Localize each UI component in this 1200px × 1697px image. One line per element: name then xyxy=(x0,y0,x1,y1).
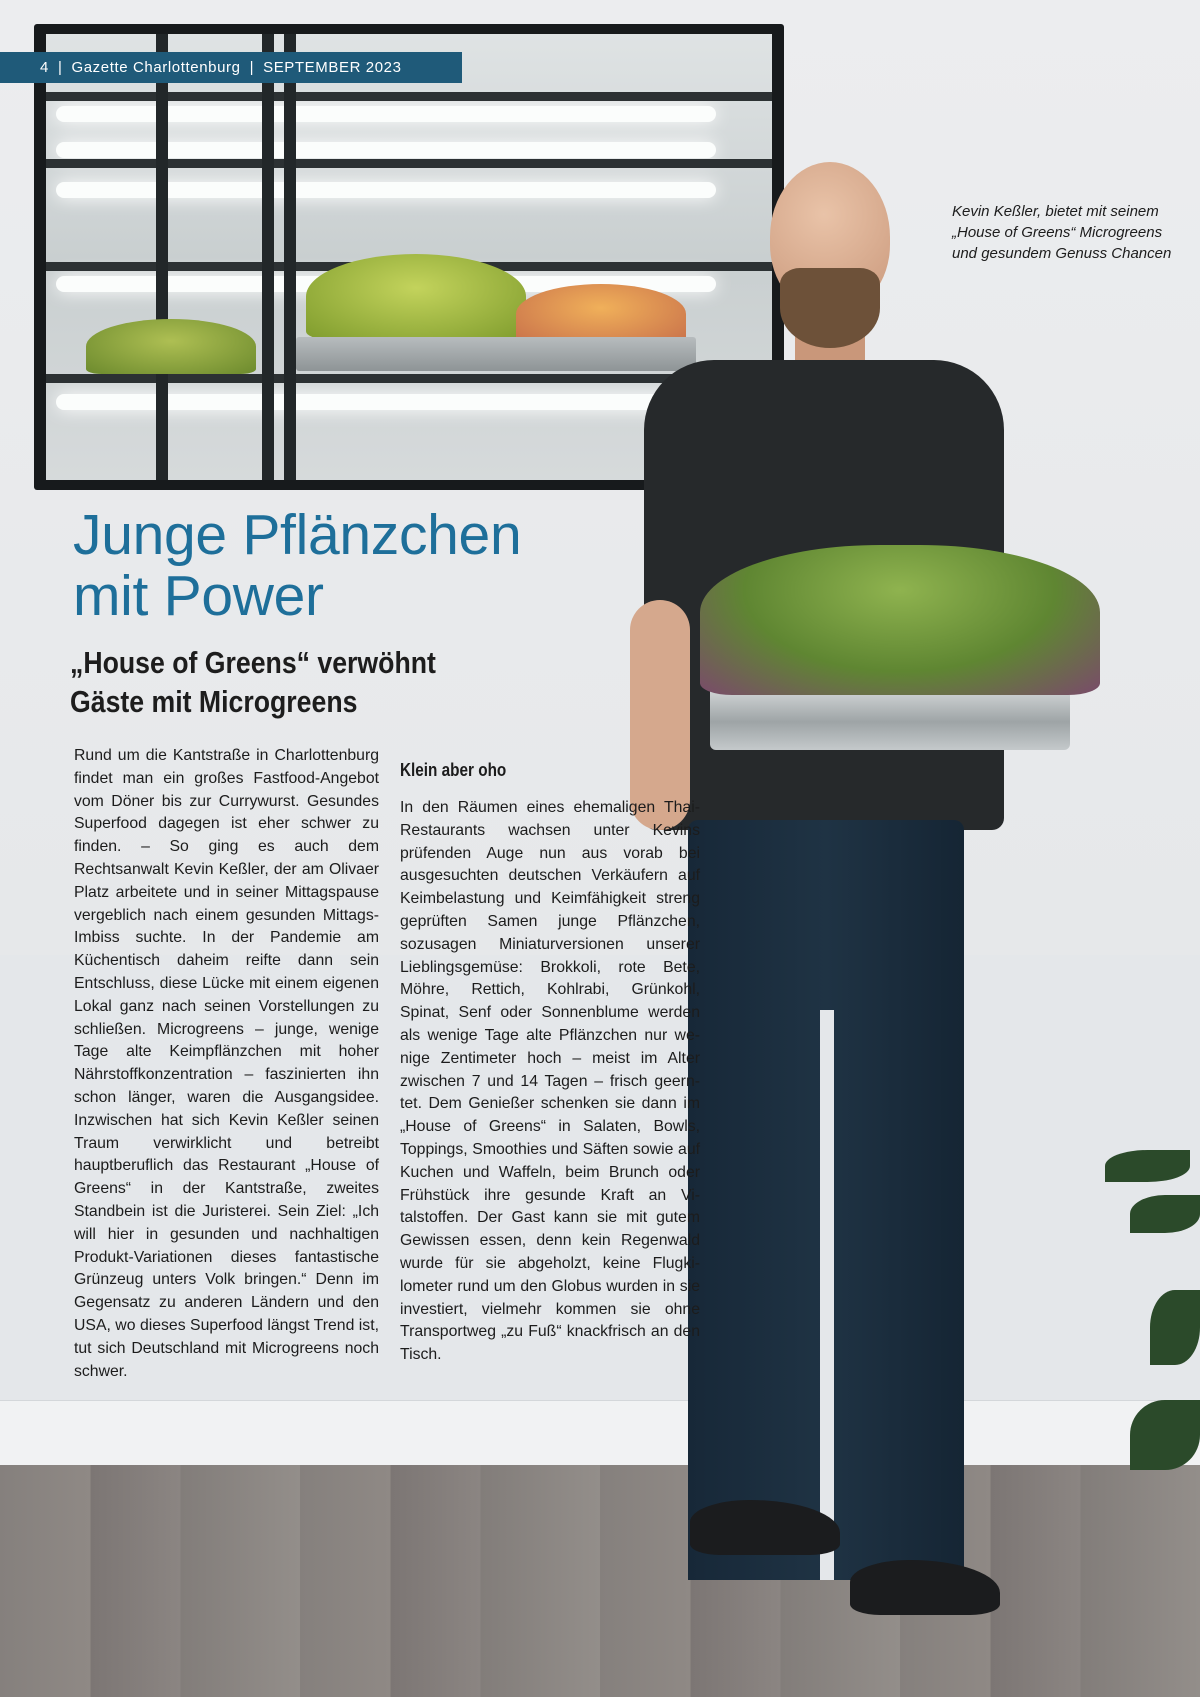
rack-post xyxy=(284,34,296,480)
header-separator: | xyxy=(57,59,63,76)
photo-caption: Kevin Keßler, bietet mit seinem „House of Greens“ Microgreens und gesundem Genuss Chancen xyxy=(952,203,1172,262)
article-column-1: Rund um die Kantstraße in Charlottenburg findet man ein großes Fastfood-Angebot vom Döner bis zur Currywurst. Gesundes Superfood dagegen ist eher schwer zu finden. – So ging es auch dem Rechtsanwalt Kevin Keßler, der am Olivaer Platz arbeitete und in seiner Mittagspause vergeblich nach einem gesunden Mittags-Imbiss suchte. In der Pandemie am Küchentisch daheim reifte dann sein Entschluss, diese Lücke mit einem eigenen Lokal ganz nach seinen Vorstellungen zu schließen. Microgreens – junge, wenige Tage alte Keimpflänzchen mit hoher Nährstoffkonzentration – faszinierten ihn schon länger, waren die Ausgangsidee. Inzwischen hat sich Kevin Keßler seinen Traum verwirklicht und betreibt hauptberuflich das Restaurant „House of Greens“ in der Kantstraße, zweites Standbein ist die Juristerei. Sein Ziel: „Ich will hier in gesunden und nachhaltigen Produkt-Variationen dieses fantastische Grünzeug unters Volk bringen.“ Denn im Gegensatz zu anderen Ländern und den USA, wo dieses Superfood längst Trend ist, tut sich Deutschland mit Microgreens noch schwer. xyxy=(74,747,379,1380)
person-arm xyxy=(630,600,690,830)
publication-name: Gazette Charlottenburg xyxy=(71,59,241,76)
radish-microgreens xyxy=(700,545,1100,695)
issue-date: SEPTEMBER 2023 xyxy=(263,59,402,76)
sunflower-microgreens xyxy=(306,254,526,339)
grow-lamp xyxy=(56,142,716,158)
grow-lamp xyxy=(56,182,716,198)
header-separator: | xyxy=(249,59,255,76)
person-beard xyxy=(780,268,880,348)
plant-leaf xyxy=(1130,1400,1200,1470)
person-leg-gap xyxy=(820,1010,834,1580)
article-headline xyxy=(73,505,521,627)
page-header-bar xyxy=(0,52,462,83)
rack-post xyxy=(156,34,168,480)
plant-leaf xyxy=(1130,1195,1200,1233)
page-number: 4 xyxy=(40,59,49,76)
person-shoe-right xyxy=(850,1560,1000,1615)
grow-lamp xyxy=(56,394,716,410)
plant-leaf xyxy=(1150,1290,1200,1365)
section-heading: Klein aber oho xyxy=(400,760,507,780)
rack-post xyxy=(262,34,274,480)
rack-shelf xyxy=(46,92,772,101)
headline-line-2: mit Power xyxy=(73,564,324,628)
article-subhead: „House of Greens“ verwöhnt Gäste mit Microgreens xyxy=(70,645,436,719)
plant-leaf xyxy=(1105,1150,1190,1182)
headline-line-1: Junge Pflänzchen xyxy=(73,503,522,567)
pea-microgreens xyxy=(86,319,256,374)
article-column-2: In den Räumen eines ehemaligen Thai-Restaurants wachsen unter Kevins prüfenden Auge nun aus vorab bei ausgesuchten deutschen Verkäufern auf Keimbelastung und Keimfähigkeit streng geprüften Samen junge Pflänzchen, sozusagen Miniaturversionen unserer Lieblingsgemüse: Brokkoli, rote Bete, Möhre, Rettich, Kohlrabi, Grünkohl, Spinat, Senf oder Sonnenblume werden als wenige Tage alte Pflänzchen nur wenige Zentimeter hoch – meist im Alter zwischen 7 und 14 Tagen – frisch geerntet. Dem Genießer schenken sie dann im „House of Greens“ in Salaten, Bowls, Toppings, Smoothies und Säften sowie auf Kuchen und Waffeln, beim Brunch oder Frühstück ihre gesunde Kraft an Vitalstoffen. Der Gast kann sie mit gutem Gewissen essen, denn kein Regenwald wurde für sie abgeholzt, keine Flugkilometer rund um den Globus wurden in sie investiert, vielmehr kommen sie ohne Transportweg „zu Fuß“ knackfrisch an den Tisch. xyxy=(400,799,700,1364)
grow-lamp xyxy=(56,106,716,122)
